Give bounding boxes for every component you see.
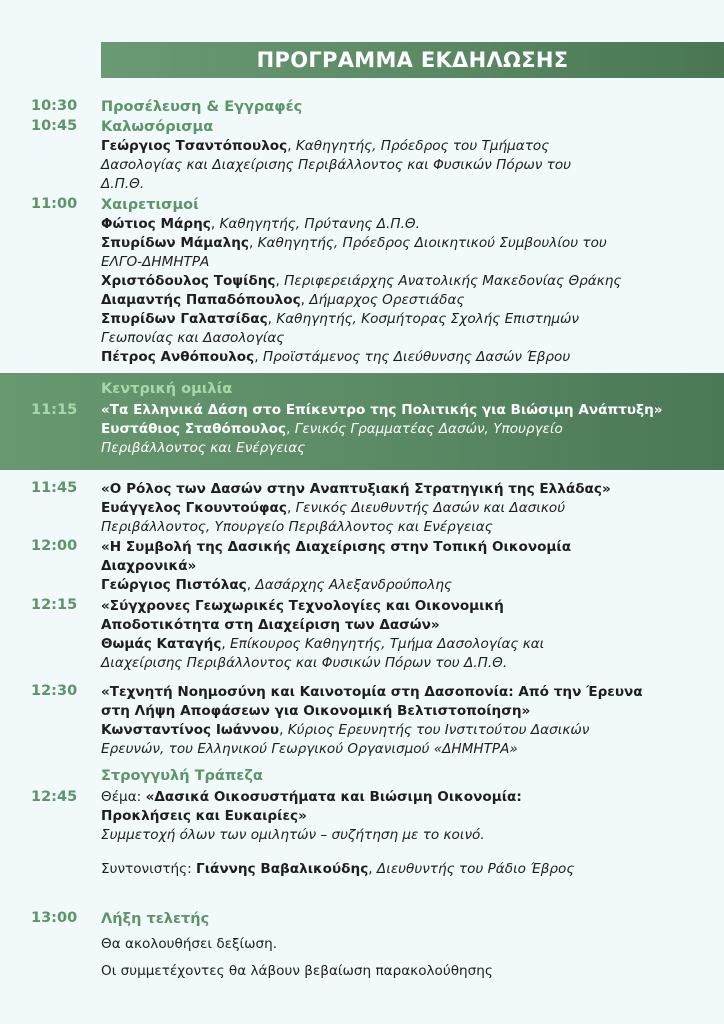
separator: , (300, 292, 310, 308)
speaker-entry (101, 420, 716, 439)
keynote-band (0, 373, 724, 470)
time-label: 11:45 (31, 480, 78, 496)
speaker-role-cont: Γεωπονίας και Δασολογίας (101, 330, 285, 346)
time-label: 12:15 (31, 597, 78, 613)
section-title: Στρογγυλή Τράπεζα (101, 768, 263, 784)
speaker-name: Κωνσταντίνος Ιωάννου (101, 722, 280, 738)
speaker-name: Θωμάς Καταγής (101, 636, 222, 652)
moderator-label: Συντονιστής: (101, 861, 197, 877)
topic-title: «Δασικά Οικοσυστήματα και Βιώσιμη Οικονομία: (145, 789, 522, 805)
topic-title-cont: Προκλήσεις και Ευκαιρίες» (101, 808, 307, 824)
page-title: ΠΡΟΓΡΑΜΜΑ ΕΚΔΗΛΩΣΗΣ (256, 48, 569, 72)
talk-title: «Σύγχρονες Γεωχωρικές Τεχνολογίες και Οικονομική (101, 598, 504, 614)
section-title: Λήξη τελετής (101, 911, 210, 927)
speaker-role: Γενικός Γραμματέας Δασών, Υπουργείο (294, 421, 563, 437)
talk-title-cont: Αποδοτικότητα στη Διαχείριση των Δασών» (101, 617, 440, 633)
speaker-name: Ευστάθιος Σταθόπουλος (101, 421, 287, 437)
separator: , (275, 273, 285, 289)
time-label: 10:45 (31, 118, 78, 134)
section-title: Κεντρική ομιλία (101, 381, 233, 397)
talk-title: «Τεχνητή Νοημοσύνη και Καινοτομία στη Δασοπονία: Από την Έρευνα (101, 684, 643, 700)
speaker-role: Επίκουρος Καθηγητής, Τμήμα Δασολογίας και (230, 636, 545, 652)
speaker-name: Φώτιος Μάρης (101, 216, 211, 232)
topic-label: Θέμα: (101, 789, 146, 805)
talk-title: «Η Συμβολή της Δασικής Διαχείρισης στην Τοπική Οικονομία (101, 539, 572, 555)
speaker-role: Δήμαρχος Ορεστιάδας (309, 292, 465, 308)
section-title: Προσέλευση & Εγγραφές (101, 99, 303, 115)
separator: , (248, 235, 258, 251)
speaker-entry (101, 721, 716, 740)
speaker-name: Πέτρος Ανθόπουλος (101, 349, 255, 365)
speaker-role: Καθηγητής, Πρόεδρος του Τμήματος (295, 138, 550, 154)
section-title: Χαιρετισμοί (101, 197, 199, 213)
closing-note: Θα ακολουθήσει δεξίωση. (101, 936, 278, 952)
roundtable-topic (101, 788, 716, 807)
separator: , (221, 636, 231, 652)
separator: , (267, 311, 277, 327)
speaker-role: Καθηγητής, Πρόεδρος Διοικητικού Συμβουλίου του (257, 235, 607, 251)
time-label: 13:00 (31, 910, 78, 926)
speaker-name: Σπυρίδων Γαλατσίδας (101, 311, 268, 327)
speaker-entry (101, 291, 716, 310)
speaker-entry (101, 635, 716, 654)
roundtable-note: Συμμετοχή όλων των ομιλητών – συζήτηση με το κοινό. (101, 827, 485, 843)
moderator-entry (101, 860, 716, 879)
speaker-entry (101, 215, 716, 234)
speaker-entry (101, 576, 716, 595)
separator: , (286, 500, 296, 516)
time-label: 12:30 (31, 683, 78, 699)
speaker-role-cont: Δασολογίας και Διαχείρισης Περιβάλλοντος και Φυσικών Πόρων του (101, 157, 572, 173)
speaker-entry (101, 499, 716, 518)
speaker-entry (101, 272, 716, 291)
speaker-role-cont: Δ.Π.Θ. (101, 176, 145, 192)
speaker-role-cont: Ερευνών, του Ελληνικού Γεωργικού Οργανισμού «ΔΗΜΗΤΡΑ» (101, 741, 518, 757)
speaker-entry (101, 137, 716, 156)
talk-title-cont: στη Λήψη Αποφάσεων για Οικονομική Βελτιστοποίηση» (101, 703, 531, 719)
speaker-entry (101, 348, 716, 367)
separator: , (254, 349, 263, 365)
separator: , (210, 216, 220, 232)
separator: , (246, 577, 256, 593)
time-label: 11:15 (31, 402, 78, 418)
moderator-name: Γιάννης Βαβαλικούδης (196, 861, 369, 877)
header-bar (101, 42, 724, 78)
speaker-entry (101, 234, 716, 253)
talk-title: «Τα Ελληνικά Δάση στο Επίκεντρο της Πολιτικής για Βιώσιμη Ανάπτυξη» (101, 402, 663, 418)
speaker-name: Γεώργιος Πιστόλας (101, 577, 247, 593)
speaker-name: Διαμαντής Παπαδόπουλος (101, 292, 301, 308)
speaker-name: Γεώργιος Τσαντόπουλος (101, 138, 288, 154)
time-label: 12:00 (31, 538, 78, 554)
speaker-role: Δασάρχης Αλεξανδρούπολης (255, 577, 452, 593)
speaker-role: Καθηγητής, Πρύτανης Δ.Π.Θ. (219, 216, 420, 232)
speaker-entry (101, 310, 716, 329)
speaker-role: Γενικός Διευθυντής Δασών και Δασικού (295, 500, 566, 516)
speaker-role-cont: Περιβάλλοντος και Ενέργειας (101, 440, 306, 456)
section-title: Καλωσόρισμα (101, 119, 214, 135)
closing-note: Οι συμμετέχοντες θα λάβουν βεβαίωση παρακολούθησης (101, 963, 493, 979)
speaker-role: Περιφερειάρχης Ανατολικής Μακεδονίας Θράκης (284, 273, 622, 289)
separator: , (286, 421, 295, 437)
talk-title-cont: Διαχρονικά» (101, 558, 197, 574)
time-label: 12:45 (31, 789, 78, 805)
separator: , (279, 722, 288, 738)
speaker-role-cont: Περιβάλλοντος, Υπουργείο Περιβάλλοντος και Ενέργειας (101, 519, 493, 535)
speaker-name: Χριστόδουλος Τοψίδης (101, 273, 276, 289)
separator: , (287, 138, 296, 154)
speaker-role: Προϊστάμενος της Διεύθυνσης Δασών Έβρου (262, 349, 571, 365)
speaker-role: Κύριος Ερευνητής του Ινστιτούτου Δασικών (287, 722, 590, 738)
talk-title: «Ο Ρόλος των Δασών στην Αναπτυξιακή Στρατηγική της Ελλάδας» (101, 481, 611, 497)
speaker-role: Καθηγητής, Κοσμήτορας Σχολής Επιστημών (276, 311, 580, 327)
speaker-role-cont: Διαχείρισης Περιβάλλοντος και Φυσικών Πόρων του Δ.Π.Θ. (101, 655, 508, 671)
time-label: 10:30 (31, 98, 78, 114)
moderator-role: Διευθυντής του Ράδιο Έβρος (376, 861, 575, 877)
speaker-role-cont: ΕΛΓΟ-ΔΗΜΗΤΡΑ (101, 254, 210, 270)
time-label: 11:00 (31, 196, 78, 212)
speaker-name: Σπυρίδων Μάμαλης (101, 235, 249, 251)
speaker-name: Ευάγγελος Γκουντούφας (101, 500, 287, 516)
separator: , (368, 861, 377, 877)
